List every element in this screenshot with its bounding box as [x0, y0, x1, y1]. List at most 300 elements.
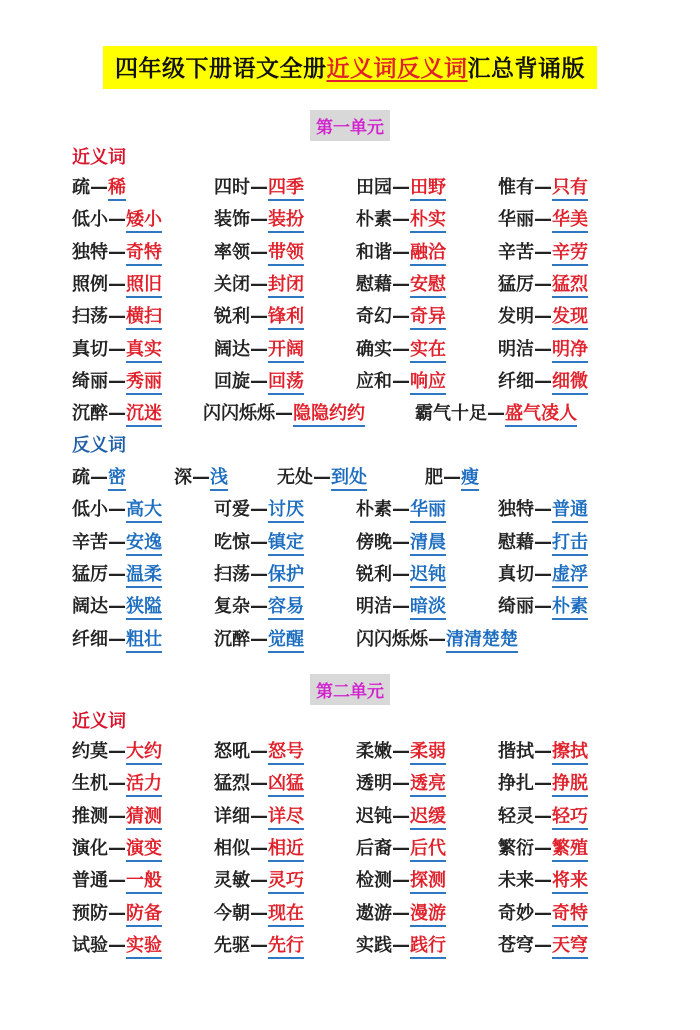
dash-separator: —: [392, 773, 410, 795]
word-row: [0, 399, 700, 427]
source-word: 遨游: [356, 902, 392, 924]
source-word: 独特: [72, 241, 108, 263]
source-word: 真切: [498, 563, 534, 585]
answer-word: 觉醒: [268, 629, 304, 653]
source-word: 相似: [214, 837, 250, 859]
word-pair: [425, 463, 479, 489]
word-pair: [214, 528, 304, 554]
source-word: 猛烈: [214, 773, 250, 795]
answer-word: 大约: [126, 741, 162, 765]
answer-word: 怒号: [268, 741, 304, 765]
source-word: 猛厉: [498, 273, 534, 295]
answer-word: 粗壮: [126, 629, 162, 653]
dash-separator: —: [487, 403, 505, 425]
answer-word: 稀: [108, 177, 126, 201]
answer-word: 讨厌: [268, 499, 304, 523]
dash-separator: —: [392, 870, 410, 892]
source-word: 闪闪烁烁: [356, 628, 428, 650]
answer-word: 狭隘: [126, 596, 162, 620]
word-pair: [214, 899, 304, 925]
source-word: 肥: [425, 467, 443, 488]
answer-word: 打击: [552, 532, 588, 556]
word-pair: [356, 205, 446, 231]
answer-word: 到处: [331, 467, 367, 491]
word-pair: [498, 560, 588, 586]
word-row: [0, 302, 700, 330]
source-word: 奇妙: [498, 902, 534, 924]
unit-2-synonyms-heading: 近义词: [72, 711, 126, 732]
word-pair: [72, 399, 162, 425]
source-word: 明洁: [356, 596, 392, 618]
dash-separator: —: [250, 773, 268, 795]
dash-separator: —: [313, 467, 331, 488]
source-word: 锐利: [214, 306, 250, 328]
answer-word: 锋利: [268, 306, 304, 330]
word-row: [0, 834, 700, 862]
answer-word: 演变: [126, 838, 162, 862]
word-row: [0, 592, 700, 620]
dash-separator: —: [534, 499, 552, 521]
source-word: 阔达: [214, 338, 250, 360]
source-word: 慰藉: [498, 531, 534, 553]
page-title: [103, 46, 597, 89]
answer-word: 瘦: [461, 467, 479, 491]
dash-separator: —: [250, 628, 268, 650]
word-pair: [498, 931, 588, 957]
source-word: 纤细: [498, 370, 534, 392]
word-row: [0, 802, 700, 830]
word-pair: [72, 270, 162, 296]
answer-word: 照旧: [126, 274, 162, 298]
source-word: 普通: [72, 870, 108, 892]
dash-separator: —: [392, 902, 410, 924]
word-pair: [214, 335, 304, 361]
answer-word: 防备: [126, 903, 162, 927]
dash-separator: —: [250, 531, 268, 553]
source-word: 真切: [72, 338, 108, 360]
dash-separator: —: [108, 338, 126, 360]
source-word: 四时: [214, 177, 250, 198]
source-word: 轻灵: [498, 805, 534, 827]
dash-separator: —: [108, 531, 126, 553]
word-pair: [174, 463, 228, 489]
answer-word: 华美: [552, 209, 588, 233]
dash-separator: —: [250, 741, 268, 762]
dash-separator: —: [250, 370, 268, 392]
dash-separator: —: [392, 499, 410, 521]
dash-separator: —: [108, 870, 126, 892]
word-pair: [214, 495, 304, 521]
word-pair: [498, 495, 588, 521]
source-word: 未来: [498, 870, 534, 892]
word-pair: [214, 367, 304, 393]
title-highlight: 近义词反义词: [326, 56, 468, 82]
dash-separator: —: [108, 370, 126, 392]
source-word: 预防: [72, 902, 108, 924]
answer-word: 矮小: [126, 209, 162, 233]
word-pair: [214, 302, 304, 328]
word-pair: [72, 205, 162, 231]
dash-separator: —: [534, 338, 552, 360]
unit-2-heading: [0, 674, 700, 705]
dash-separator: —: [392, 306, 410, 328]
word-row: [0, 495, 700, 523]
answer-word: 朴实: [410, 209, 446, 233]
answer-word: 猛烈: [552, 274, 588, 298]
answer-word: 田野: [410, 177, 446, 201]
dash-separator: —: [108, 934, 126, 956]
title-post: 汇总背诵版: [467, 56, 585, 82]
answer-word: 普通: [552, 499, 588, 523]
dash-separator: —: [192, 467, 210, 488]
answer-word: 响应: [410, 371, 446, 395]
word-pair: [214, 592, 304, 618]
source-word: 吃惊: [214, 531, 250, 553]
word-pair: [214, 834, 304, 860]
word-row: [0, 238, 700, 266]
source-word: 傍晚: [356, 531, 392, 553]
source-word: 详细: [214, 805, 250, 827]
word-pair: [214, 769, 304, 795]
word-pair: [356, 769, 446, 795]
source-word: 华丽: [498, 209, 534, 231]
word-pair: [72, 592, 162, 618]
word-pair: [356, 238, 446, 264]
source-word: 可爱: [214, 499, 250, 521]
source-word: 深: [174, 467, 192, 488]
answer-word: 现在: [268, 903, 304, 927]
word-pair: [72, 335, 162, 361]
source-word: 沉醉: [72, 403, 108, 425]
unit-label: 第一单元: [310, 110, 390, 141]
word-pair: [498, 270, 588, 296]
dash-separator: —: [534, 902, 552, 924]
answer-word: 隐隐约约: [293, 403, 365, 427]
dash-separator: —: [250, 177, 268, 198]
source-word: 和谐: [356, 241, 392, 263]
word-pair: [72, 173, 126, 199]
source-word: 辛苦: [72, 531, 108, 553]
word-row: [0, 205, 700, 233]
source-word: 透明: [356, 773, 392, 795]
answer-word: 挣脱: [552, 773, 588, 797]
dash-separator: —: [392, 805, 410, 827]
dash-separator: —: [108, 628, 126, 650]
answer-word: 漫游: [410, 903, 446, 927]
dash-separator: —: [108, 773, 126, 795]
dash-separator: —: [392, 273, 410, 295]
dash-separator: —: [108, 306, 126, 328]
unit-1-antonyms-heading: 反义词: [72, 435, 126, 456]
dash-separator: —: [534, 241, 552, 263]
word-pair: [498, 205, 588, 231]
word-pair: [498, 528, 588, 554]
dash-separator: —: [108, 805, 126, 827]
word-row: [0, 737, 700, 765]
answer-word: 迟钝: [410, 564, 446, 588]
answer-word: 明净: [552, 339, 588, 363]
answer-word: 轻巧: [552, 806, 588, 830]
answer-word: 装扮: [268, 209, 304, 233]
source-word: 明洁: [498, 338, 534, 360]
dash-separator: —: [108, 403, 126, 425]
word-pair: [356, 495, 446, 521]
dash-separator: —: [392, 563, 410, 585]
word-pair: [214, 560, 304, 586]
answer-word: 安逸: [126, 532, 162, 556]
dash-separator: —: [108, 499, 126, 521]
answer-word: 猜测: [126, 806, 162, 830]
source-word: 回旋: [214, 370, 250, 392]
word-row: [0, 931, 700, 959]
source-word: 装饰: [214, 209, 250, 231]
answer-word: 横扫: [126, 306, 162, 330]
answer-word: 践行: [410, 935, 446, 959]
answer-word: 擦拭: [552, 741, 588, 765]
word-pair: [72, 625, 162, 651]
word-pair: [72, 238, 162, 264]
word-pair: [498, 302, 588, 328]
source-word: 苍穹: [498, 934, 534, 956]
word-pair: [214, 625, 304, 651]
word-pair: [214, 802, 304, 828]
answer-word: 保护: [268, 564, 304, 588]
word-row: [0, 173, 700, 201]
dash-separator: —: [250, 563, 268, 585]
answer-word: 沉迷: [126, 403, 162, 427]
word-pair: [277, 463, 367, 489]
source-word: 检测: [356, 870, 392, 892]
answer-word: 浅: [210, 467, 228, 491]
word-pair: [498, 802, 588, 828]
answer-word: 虚浮: [552, 564, 588, 588]
answer-word: 只有: [552, 177, 588, 201]
answer-word: 将来: [552, 870, 588, 894]
word-pair: [498, 367, 588, 393]
word-pair: [356, 802, 446, 828]
answer-word: 真实: [126, 339, 162, 363]
dash-separator: —: [250, 902, 268, 924]
answer-word: 实在: [410, 339, 446, 363]
dash-separator: —: [392, 338, 410, 360]
word-pair: [356, 367, 446, 393]
answer-word: 密: [108, 467, 126, 491]
answer-word: 融洽: [410, 242, 446, 266]
dash-separator: —: [534, 177, 552, 198]
answer-word: 实验: [126, 935, 162, 959]
word-pair: [356, 592, 446, 618]
source-word: 扫荡: [72, 306, 108, 328]
source-word: 奇幻: [356, 306, 392, 328]
dash-separator: —: [250, 870, 268, 892]
answer-word: 华丽: [410, 499, 446, 523]
dash-separator: —: [534, 563, 552, 585]
word-pair: [498, 769, 588, 795]
word-pair: [498, 899, 588, 925]
dash-separator: —: [108, 563, 126, 585]
answer-word: 先行: [268, 935, 304, 959]
source-word: 发明: [498, 306, 534, 328]
dash-separator: —: [534, 531, 552, 553]
dash-separator: —: [534, 837, 552, 859]
word-row: [0, 625, 700, 653]
answer-word: 清晨: [410, 532, 446, 556]
dash-separator: —: [90, 177, 108, 198]
word-pair: [498, 737, 588, 763]
word-pair: [356, 866, 446, 892]
answer-word: 镇定: [268, 532, 304, 556]
answer-word: 活力: [126, 773, 162, 797]
source-word: 闪闪烁烁: [203, 403, 275, 425]
answer-word: 带领: [268, 242, 304, 266]
answer-word: 一般: [126, 870, 162, 894]
answer-word: 回荡: [268, 371, 304, 395]
word-pair: [356, 931, 446, 957]
source-word: 绮丽: [72, 370, 108, 392]
answer-word: 透亮: [410, 773, 446, 797]
word-pair: [72, 528, 162, 554]
answer-word: 安慰: [410, 274, 446, 298]
source-word: 生机: [72, 773, 108, 795]
source-word: 今朝: [214, 902, 250, 924]
word-pair: [356, 625, 518, 651]
word-pair: [214, 238, 304, 264]
dash-separator: —: [250, 837, 268, 859]
word-pair: [356, 302, 446, 328]
answer-word: 柔弱: [410, 741, 446, 765]
answer-word: 温柔: [126, 564, 162, 588]
word-pair: [214, 270, 304, 296]
answer-word: 开阔: [268, 339, 304, 363]
word-pair: [498, 335, 588, 361]
dash-separator: —: [392, 837, 410, 859]
word-pair: [356, 270, 446, 296]
dash-separator: —: [428, 628, 446, 650]
source-word: 复杂: [214, 596, 250, 618]
dash-separator: —: [108, 596, 126, 618]
word-pair: [72, 302, 162, 328]
dash-separator: —: [250, 805, 268, 827]
source-word: 揩拭: [498, 741, 534, 762]
dash-separator: —: [108, 241, 126, 263]
word-pair: [498, 592, 588, 618]
word-row: [0, 560, 700, 588]
word-pair: [72, 802, 162, 828]
source-word: 扫荡: [214, 563, 250, 585]
dash-separator: —: [392, 596, 410, 618]
source-word: 怒吼: [214, 741, 250, 762]
dash-separator: —: [108, 902, 126, 924]
source-word: 先驱: [214, 934, 250, 956]
word-pair: [72, 931, 162, 957]
word-pair: [356, 173, 446, 199]
dash-separator: —: [250, 934, 268, 956]
word-row: [0, 866, 700, 894]
word-pair: [498, 834, 588, 860]
word-pair: [72, 560, 162, 586]
source-word: 繁衍: [498, 837, 534, 859]
source-word: 朴素: [356, 499, 392, 521]
dash-separator: —: [534, 934, 552, 956]
word-row: [0, 769, 700, 797]
word-pair: [415, 399, 577, 425]
source-word: 实践: [356, 934, 392, 956]
dash-separator: —: [534, 596, 552, 618]
word-row: [0, 270, 700, 298]
dash-separator: —: [108, 209, 126, 231]
word-pair: [356, 737, 446, 763]
answer-word: 封闭: [268, 274, 304, 298]
dash-separator: —: [534, 870, 552, 892]
word-pair: [214, 737, 304, 763]
source-word: 约莫: [72, 741, 108, 762]
word-pair: [72, 899, 162, 925]
word-pair: [214, 205, 304, 231]
source-word: 灵敏: [214, 870, 250, 892]
unit-label: 第二单元: [310, 674, 390, 705]
answer-word: 凶猛: [268, 773, 304, 797]
answer-word: 清清楚楚: [446, 629, 518, 653]
word-pair: [72, 737, 162, 763]
answer-word: 天穹: [552, 935, 588, 959]
dash-separator: —: [275, 403, 293, 425]
answer-word: 暗淡: [410, 596, 446, 620]
answer-word: 细微: [552, 371, 588, 395]
answer-word: 高大: [126, 499, 162, 523]
source-word: 纤细: [72, 628, 108, 650]
source-word: 疏: [72, 177, 90, 198]
word-pair: [356, 560, 446, 586]
answer-word: 奇特: [552, 903, 588, 927]
word-pair: [203, 399, 365, 425]
source-word: 低小: [72, 499, 108, 521]
source-word: 迟钝: [356, 805, 392, 827]
dash-separator: —: [250, 338, 268, 360]
dash-separator: —: [392, 531, 410, 553]
dash-separator: —: [392, 370, 410, 392]
source-word: 阔达: [72, 596, 108, 618]
source-word: 无处: [277, 467, 313, 488]
answer-word: 后代: [410, 838, 446, 862]
dash-separator: —: [534, 741, 552, 762]
dash-separator: —: [534, 805, 552, 827]
source-word: 推测: [72, 805, 108, 827]
answer-word: 详尽: [268, 806, 304, 830]
source-word: 惟有: [498, 177, 534, 198]
answer-word: 繁殖: [552, 838, 588, 862]
source-word: 演化: [72, 837, 108, 859]
dash-separator: —: [534, 370, 552, 392]
source-word: 田园: [356, 177, 392, 198]
source-word: 低小: [72, 209, 108, 231]
dash-separator: —: [392, 209, 410, 231]
unit-1-synonyms-heading: 近义词: [72, 147, 126, 168]
answer-word: 容易: [268, 596, 304, 620]
dash-separator: —: [250, 499, 268, 521]
source-word: 率领: [214, 241, 250, 263]
source-word: 照例: [72, 273, 108, 295]
source-word: 试验: [72, 934, 108, 956]
dash-separator: —: [108, 741, 126, 762]
source-word: 霸气十足: [415, 403, 487, 425]
source-word: 锐利: [356, 563, 392, 585]
word-row: [0, 899, 700, 927]
dash-separator: —: [392, 934, 410, 956]
answer-word: 迟缓: [410, 806, 446, 830]
word-pair: [356, 899, 446, 925]
word-pair: [356, 834, 446, 860]
answer-word: 灵巧: [268, 870, 304, 894]
